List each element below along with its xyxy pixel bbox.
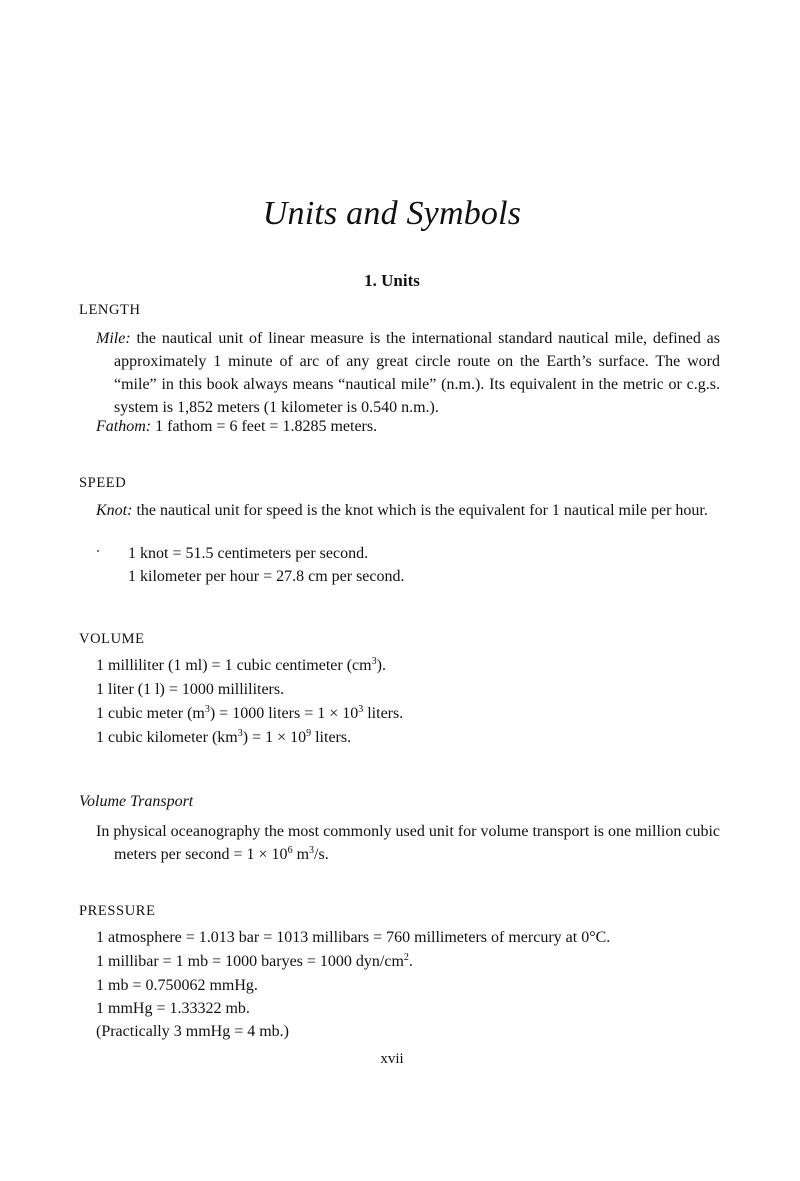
mile-text: the nautical unit of linear measure is the international standard nautical mile, defined as approximately 1 minute of arc of any great circle route on the Earth’s surface. The word “mile” in this book always means “nautical mile” (n.m.). Its equivalent in the metric or c.g.s. system is 1,852 meters (1 kilometer is 0.540 n.m.). — [114, 330, 721, 416]
volume-line-liter: 1 liter (1 l) = 1000 milliliters. — [96, 681, 285, 698]
page-number: xvii — [380, 1051, 404, 1067]
pressure-line-atmosphere: 1 atmosphere = 1.013 bar = 1013 millibars = 760 millimeters of mercury at 0°C. — [96, 929, 611, 946]
volume-heading: VOLUME — [79, 631, 145, 647]
knot-definition — [96, 499, 720, 522]
print-speck — [97, 550, 99, 552]
page-title: Units and Symbols — [262, 195, 522, 232]
volume-transport-heading: Volume Transport — [79, 793, 194, 810]
speed-heading: SPEED — [79, 475, 127, 491]
volume-line-cubic-meter: 1 cubic meter $(m^3) = 1000$ liters = $1 \times 10^3$ liters. — [96, 704, 404, 722]
speed-line-kmh: 1 kilometer per hour = 27.8 cm per second. — [128, 568, 405, 585]
fathom-term: Fathom: — [96, 418, 152, 435]
pressure-heading: PRESSURE — [79, 903, 156, 919]
volume-transport-text: In physical oceanography the most commonly used unit for volume transport is one million cubic meters per second = $1 \times 10^6$ $m^3/s$. — [96, 823, 720, 863]
volume-line-cubic-kilometer: 1 cubic kilometer $(km^3) = 1 \times 10^9$ liters. — [96, 728, 352, 746]
knot-text: the nautical unit for speed is the knot which is the equivalent for 1 nautical mile per hour. — [136, 502, 708, 519]
pressure-line-mmhg-mb: 1 mmHg = 1.33322 mb. — [96, 1000, 250, 1017]
knot-term: Knot: — [96, 502, 133, 519]
mile-term: Mile: — [96, 330, 131, 347]
length-heading: LENGTH — [79, 302, 141, 318]
section-title: 1. Units — [364, 271, 420, 290]
volume-line-milliliter: 1 milliliter (1 ml) = 1 cubic centimeter $(cm^3)$. — [96, 656, 386, 674]
fathom-text: 1 fathom = 6 feet = 1.8285 meters. — [155, 418, 378, 435]
fathom-definition — [96, 415, 720, 438]
pressure-line-millibar: 1 millibar = 1 mb = 1000 baryes = 1000 dyn/$cm^2$. — [96, 952, 413, 970]
mile-definition — [96, 327, 720, 419]
speed-line-knot: 1 knot = 51.5 centimeters per second. — [128, 545, 369, 562]
pressure-line-mb-mmhg: 1 mb = 0.750062 mmHg. — [96, 977, 258, 994]
pressure-line-practically: (Practically 3 mmHg = 4 mb.) — [96, 1023, 289, 1040]
